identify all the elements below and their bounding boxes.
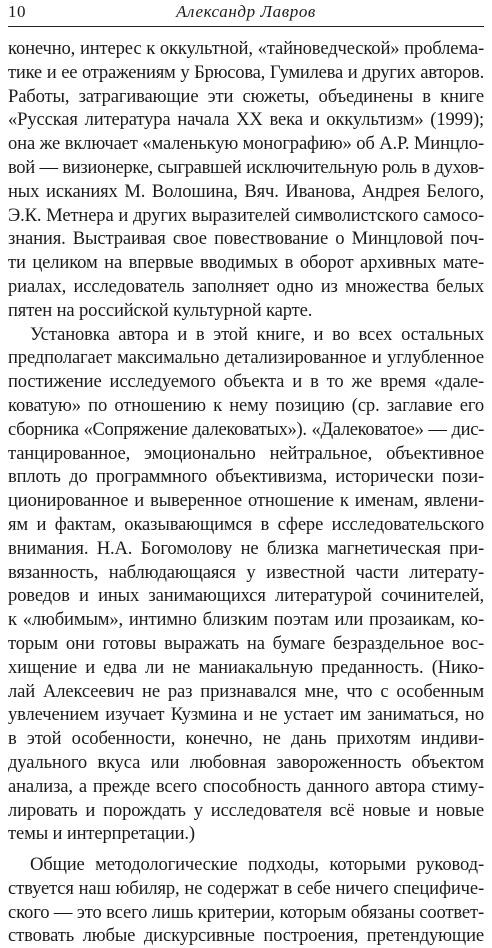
text-line: темы и интерпретации.) (8, 823, 195, 845)
header-rule (8, 26, 484, 27)
text-line: вой — визионерке, сыгравшей исключительную роль в духов- (8, 156, 484, 178)
paragraph-3 (8, 853, 484, 948)
text-line: конечно, интерес к оккультной, «тайноведческой» проблема- (8, 38, 484, 59)
text-line: дуального вкуса или любовная завороженность объектом (8, 751, 484, 773)
text-line: в этой особенности, конечно, не дань прихотям индиви- (8, 728, 484, 750)
text-line: Работы, затрагивающие эти сюжеты, объединены в книге (8, 85, 484, 107)
text-line: предполагает максимально детализированное и углубленное (8, 347, 484, 369)
text-line: ционированное и выверенное отношение к именам, явлени- (8, 490, 484, 512)
paragraph-2 (8, 323, 484, 847)
text-line: ствуется наш юбиляр, не содержат в себе ничего специфиче- (8, 877, 484, 899)
text-line: роведов и иных занимающихся литературой сочинителей, (8, 585, 484, 607)
text-line: ского — это всего лишь критерии, которым обязаны соответ- (8, 901, 484, 923)
text-line: ти целиком на впервые вводимых в оборот архивных матe- (8, 252, 484, 274)
running-head: Александр Лавров (176, 2, 316, 21)
text-line: вплоть до программного объективизма, исторически пози- (8, 466, 484, 488)
page-header (8, 0, 484, 26)
paragraph-spacer (8, 846, 484, 853)
text-line: коватую» по отношению к нему позицию (ср. заглавие его (8, 394, 484, 416)
text-line: танцированное, эмоционально нейтральное, объективное (8, 442, 484, 464)
text-line: «Русская литература начала XX века и оккультизм» (1999); (8, 109, 484, 131)
text-line: ям и фактам, оказывающимся в сфере исследовательского (8, 513, 484, 535)
page-number: 10 (8, 2, 26, 21)
text-line: Общие методологические подходы, которыми руковод- (30, 854, 484, 876)
text-line: Э.К. Метнера и других выразителей символистского самосо- (8, 204, 484, 226)
text-line: лировать и порождать у исследователя всё новые и новые (8, 799, 484, 821)
text-line: увлечением изучает Кузмина и не устает им заниматься, но (8, 704, 484, 726)
text-line: вязанность, наблюдающаяся у известной части литерату- (8, 561, 484, 583)
body-text (8, 37, 484, 948)
text-line: пятен на российской культурной карте. (8, 299, 313, 321)
text-line: знания. Выстраивая свое повествование о Минцловой поч- (8, 228, 484, 250)
text-line: ных исканиях М. Волошина, Вяч. Иванова, Андрея Белого, (8, 180, 484, 202)
text-line: постижение исследуемого объекта и в то же время «дале- (8, 371, 484, 393)
paragraph-1 (8, 37, 484, 323)
text-line: тике и ее отражениям у Брюсова, Гумилева и других авторов. (8, 61, 484, 83)
text-line: лай Алексеевич не раз признавался мне, что с особенным (8, 680, 484, 702)
text-line: внимания. Н.А. Богомолову не близка магнетическая при- (8, 537, 484, 559)
text-line: хищение и едва ли не маниакальную преданность. (Нико- (8, 656, 484, 678)
text-line: она же включает «маленькую монографию» об А.Р. Минцло- (8, 133, 484, 155)
text-line: ствовать любые дискурсивные построения, претендующие (8, 925, 484, 947)
text-line: торым они готовы выражать на бумаге безраздельное вос- (8, 632, 484, 654)
text-line: Установка автора и в этой книге, и во всех остальных (30, 323, 484, 345)
text-line: сборника «Сопряжение далековатых»). «Далековатое» — дис- (8, 418, 484, 440)
text-line: риалах, исследователь заполняет одно из множества белых (8, 275, 484, 297)
text-line: к «любимым», интимно близким поэтам или прозаикам, ко- (8, 609, 484, 631)
text-line: анализа, а прежде всего способность данного автора стиму- (8, 775, 484, 797)
